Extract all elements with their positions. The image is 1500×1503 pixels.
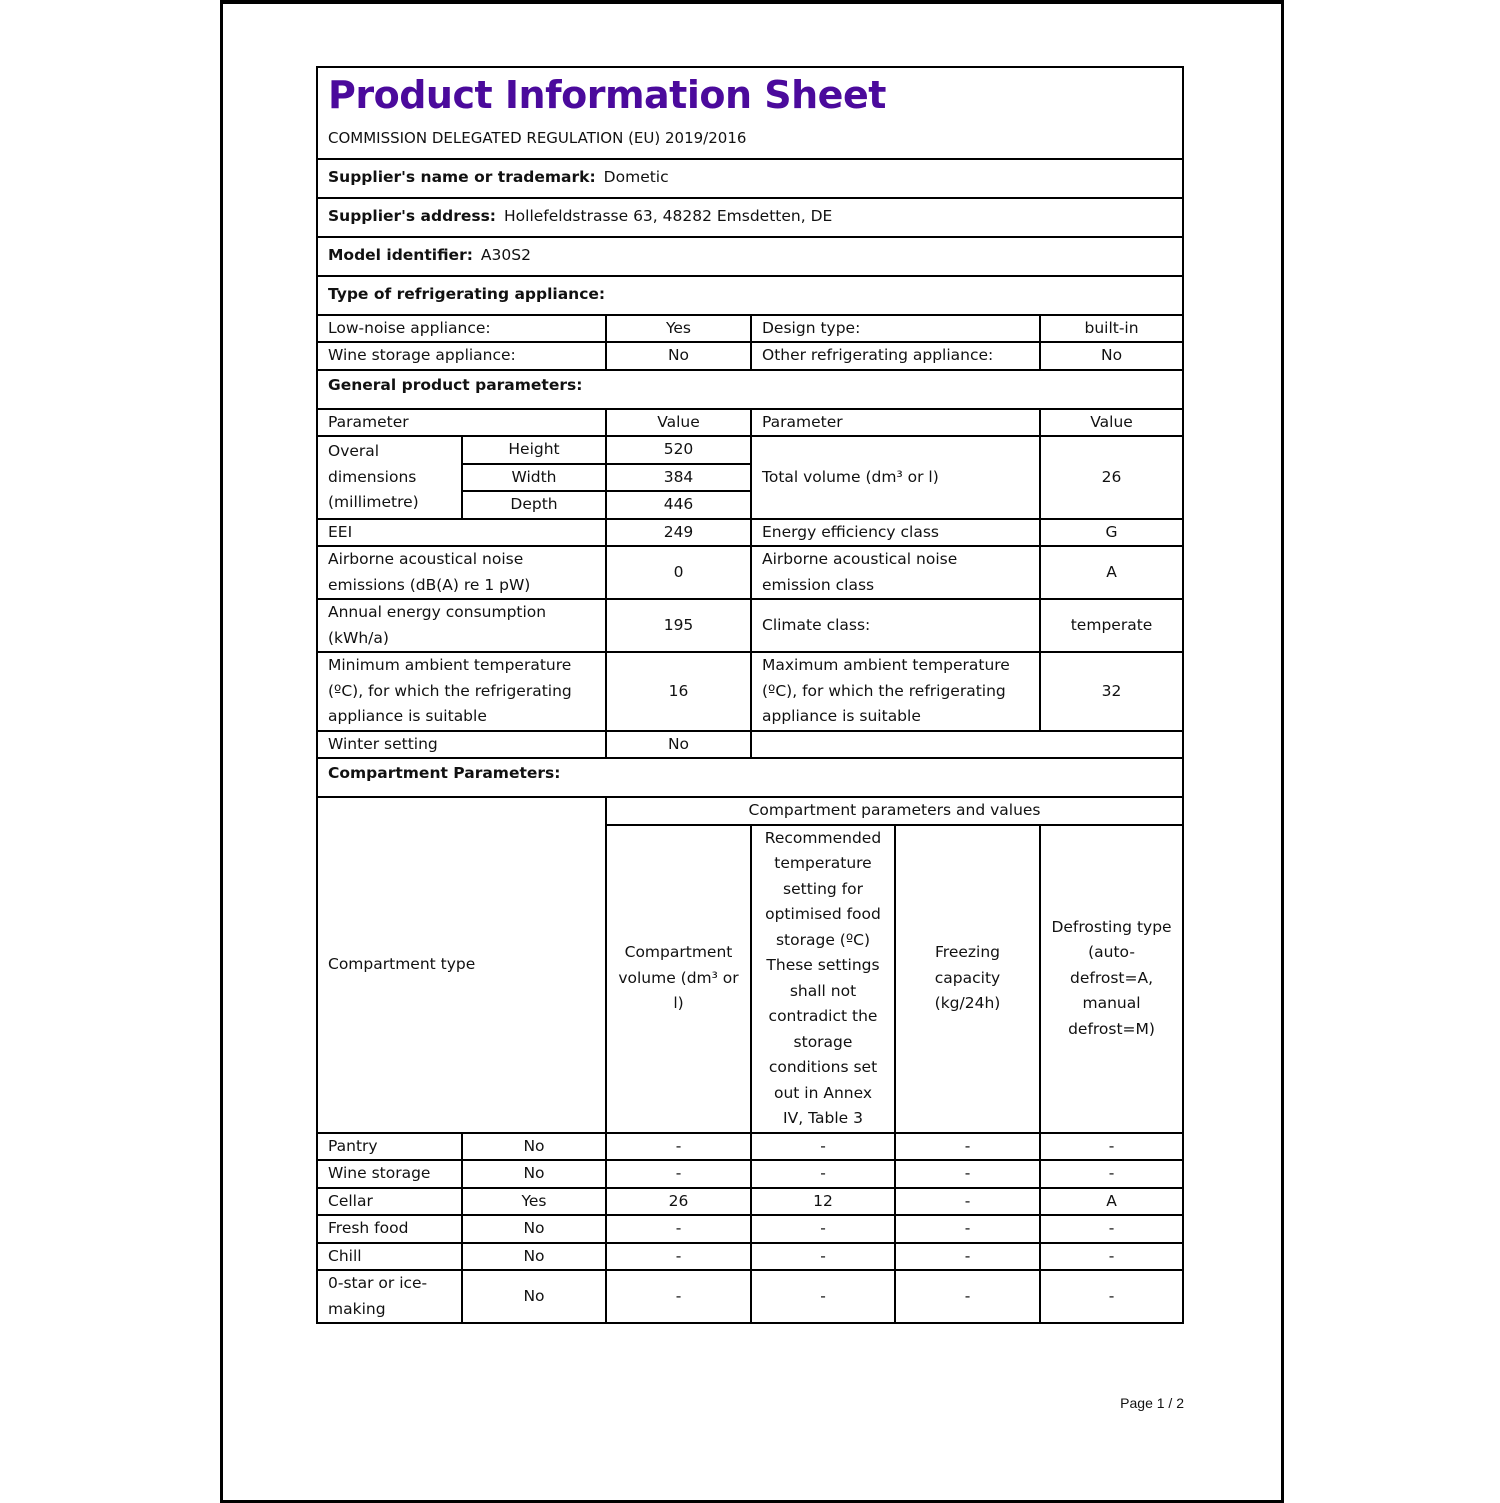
compartment-volume-header: Compartment volume (dm³ or l) (606, 825, 751, 1133)
dimensions-label: Overal dimensions (millimetre) (317, 436, 462, 519)
energy-class-value: G (1040, 519, 1183, 547)
column-header: Value (1040, 409, 1183, 437)
compartment-freezing: - (895, 1215, 1040, 1243)
compartment-row (317, 1270, 1183, 1323)
type-value: No (606, 342, 751, 370)
compartment-type-header: Compartment type (317, 797, 606, 1133)
compartment-present: No (462, 1243, 606, 1271)
type-heading-row (317, 276, 1183, 315)
compartment-defrost: - (1040, 1160, 1183, 1188)
noise-class-label: Airborne acoustical noise emission class (751, 546, 1040, 599)
max-temp-value: 32 (1040, 652, 1183, 731)
compartment-volume: - (606, 1215, 751, 1243)
column-header: Parameter (317, 409, 606, 437)
compartment-freezing: - (895, 1133, 1040, 1161)
compartment-defrost: - (1040, 1133, 1183, 1161)
compartment-freezing: - (895, 1160, 1040, 1188)
annual-energy-value: 195 (606, 599, 751, 652)
general-heading-row (317, 370, 1183, 409)
compartment-volume: - (606, 1133, 751, 1161)
compartment-row (317, 1215, 1183, 1243)
compartment-row (317, 1188, 1183, 1216)
compartment-defrost: - (1040, 1243, 1183, 1271)
type-value: built-in (1040, 315, 1183, 343)
noise-label: Airborne acoustical noise emissions (dB(A) re 1 pW) (317, 546, 606, 599)
winter-value: No (606, 731, 751, 759)
header-cell (317, 67, 1183, 159)
compartment-name: Pantry (317, 1133, 462, 1161)
compartment-group-header-row (317, 797, 1183, 825)
type-label: Design type: (751, 315, 1040, 343)
noise-row (317, 546, 1183, 599)
compartment-volume: - (606, 1270, 751, 1323)
compartment-temp: 12 (751, 1188, 895, 1216)
compartment-name: Chill (317, 1243, 462, 1271)
energy-class-label: Energy efficiency class (751, 519, 1040, 547)
width-value: 384 (606, 464, 751, 492)
compartment-temp-header: Recommended temperature setting for optimised food storage (ºC) These settings shall not contradict the storage conditions set out in Annex IV, Table 3 (751, 825, 895, 1133)
compartment-row (317, 1160, 1183, 1188)
height-value: 520 (606, 436, 751, 464)
compartment-temp: - (751, 1270, 895, 1323)
general-heading: General product parameters: (328, 375, 583, 394)
supplier-address-row (317, 198, 1183, 237)
compartment-volume: - (606, 1243, 751, 1271)
compartment-temp: - (751, 1215, 895, 1243)
compartment-present: No (462, 1270, 606, 1323)
compartment-temp: - (751, 1133, 895, 1161)
header-row (317, 67, 1183, 159)
depth-label: Depth (462, 491, 606, 519)
total-volume-value: 26 (1040, 436, 1183, 519)
supplier-name-label: Supplier's name or trademark: (328, 168, 596, 187)
supplier-address-label: Supplier's address: (328, 207, 496, 226)
compartment-defrost: - (1040, 1215, 1183, 1243)
max-temp-label: Maximum ambient temperature (ºC), for which the refrigerating appliance is suitable (751, 652, 1040, 731)
type-label: Other refrigerating appliance: (751, 342, 1040, 370)
compartment-freezing: - (895, 1188, 1040, 1216)
page-number: Page 1 / 2 (1120, 1395, 1184, 1411)
compartment-freezing: - (895, 1243, 1040, 1271)
compartment-heading: Compartment Parameters: (328, 764, 561, 782)
eei-label: EEI (317, 519, 606, 547)
eei-row (317, 519, 1183, 547)
compartment-volume: 26 (606, 1188, 751, 1216)
compartment-present: No (462, 1133, 606, 1161)
column-header: Parameter (751, 409, 1040, 437)
winter-row (317, 731, 1183, 759)
product-information-table (316, 66, 1184, 1324)
compartment-row (317, 1133, 1183, 1161)
compartment-heading-row (317, 758, 1183, 797)
dimension-row (317, 436, 1183, 464)
compartment-defrost: A (1040, 1188, 1183, 1216)
compartment-present: No (462, 1160, 606, 1188)
compartment-row (317, 1243, 1183, 1271)
climate-label: Climate class: (751, 599, 1040, 652)
compartment-name: 0-star or ice-making (317, 1270, 462, 1323)
compartment-defrost: - (1040, 1270, 1183, 1323)
min-temp-value: 16 (606, 652, 751, 731)
compartment-name: Wine storage (317, 1160, 462, 1188)
depth-value: 446 (606, 491, 751, 519)
type-heading: Type of refrigerating appliance: (328, 285, 606, 304)
compartment-present: No (462, 1215, 606, 1243)
general-column-header-row (317, 409, 1183, 437)
column-header: Value (606, 409, 751, 437)
type-row (317, 315, 1183, 343)
supplier-name-value: Dometic (603, 168, 669, 187)
compartment-name: Fresh food (317, 1215, 462, 1243)
type-label: Low-noise appliance: (317, 315, 606, 343)
type-value: Yes (606, 315, 751, 343)
supplier-address-value: Hollefeldstrasse 63, 48282 Emsdetten, DE (504, 207, 833, 226)
compartment-name: Cellar (317, 1188, 462, 1216)
model-label: Model identifier: (328, 246, 473, 265)
compartment-present: Yes (462, 1188, 606, 1216)
height-label: Height (462, 436, 606, 464)
type-label: Wine storage appliance: (317, 342, 606, 370)
annual-energy-label: Annual energy consumption (kWh/a) (317, 599, 606, 652)
ambient-temperature-row (317, 652, 1183, 731)
regulation-text: COMMISSION DELEGATED REGULATION (EU) 2019/2016 (328, 129, 747, 147)
page-title: Product Information Sheet (328, 73, 886, 117)
type-value: No (1040, 342, 1183, 370)
noise-class-value: A (1040, 546, 1183, 599)
compartment-group-header: Compartment parameters and values (606, 797, 1183, 825)
type-row (317, 342, 1183, 370)
compartment-volume: - (606, 1160, 751, 1188)
model-row (317, 237, 1183, 276)
min-temp-label: Minimum ambient temperature (ºC), for which the refrigerating appliance is suitable (317, 652, 606, 731)
noise-value: 0 (606, 546, 751, 599)
climate-value: temperate (1040, 599, 1183, 652)
compartment-temp: - (751, 1160, 895, 1188)
compartment-freezing-header: Freezing capacity (kg/24h) (895, 825, 1040, 1133)
compartment-freezing: - (895, 1270, 1040, 1323)
winter-label: Winter setting (317, 731, 606, 759)
total-volume-label: Total volume (dm³ or l) (751, 436, 1040, 519)
model-value: A30S2 (480, 246, 531, 265)
supplier-name-row (317, 159, 1183, 198)
eei-value: 249 (606, 519, 751, 547)
compartment-temp: - (751, 1243, 895, 1271)
annual-energy-row (317, 599, 1183, 652)
compartment-defrost-header: Defrosting type (auto-defrost=A, manual defrost=M) (1040, 825, 1183, 1133)
width-label: Width (462, 464, 606, 492)
